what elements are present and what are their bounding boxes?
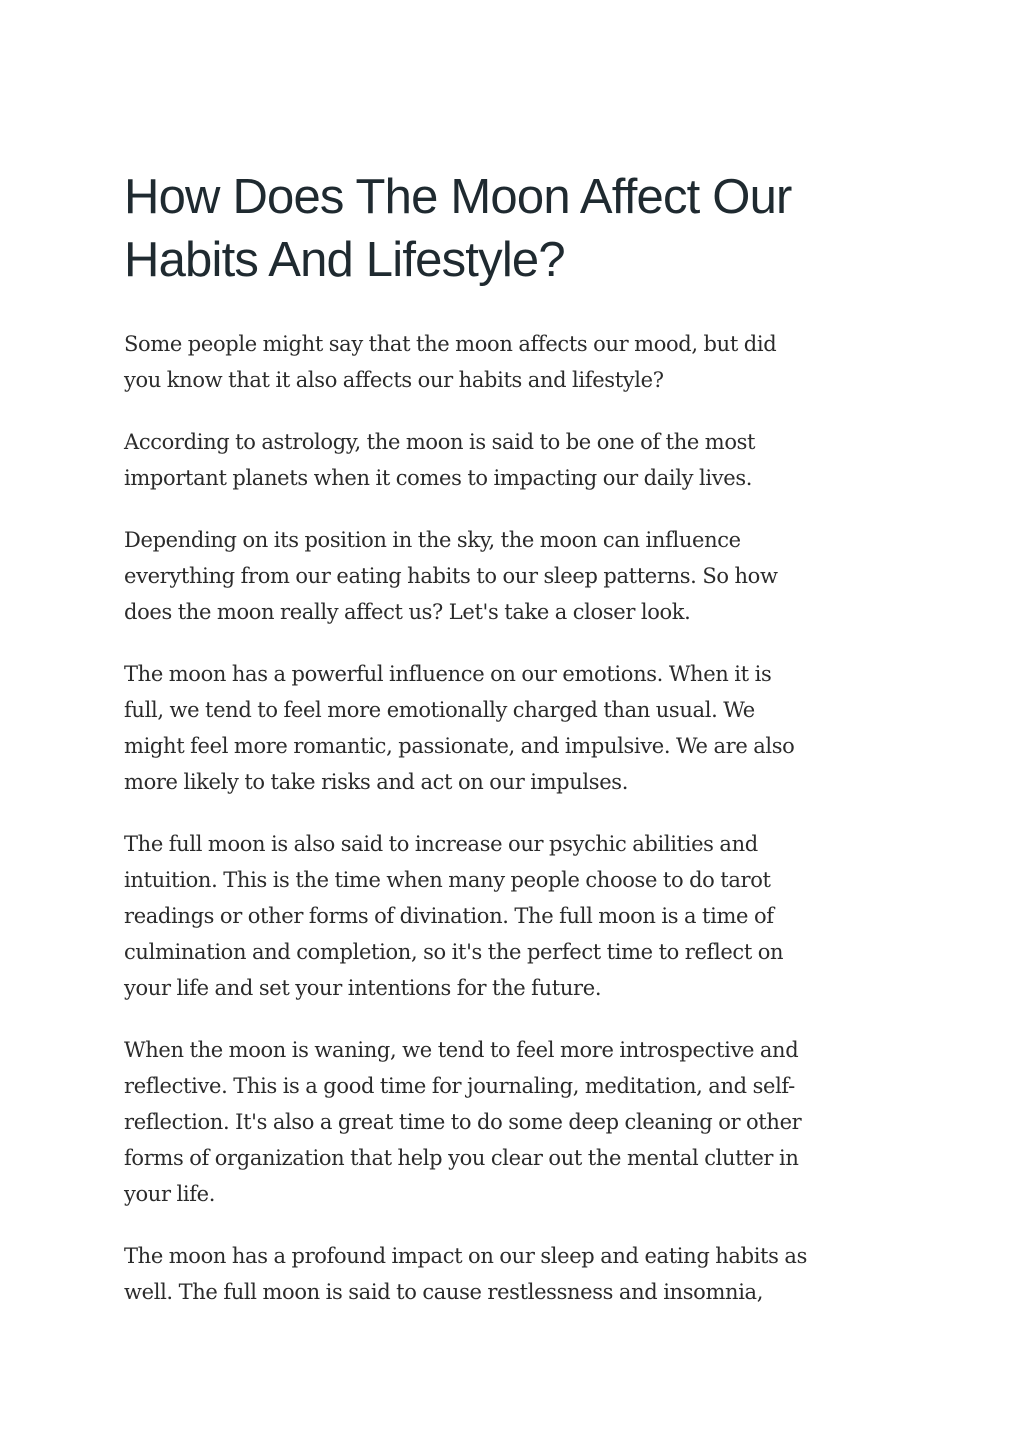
article-body (124, 326, 889, 1310)
paragraph-line: full, we tend to feel more emotionally charged than usual. We (124, 698, 755, 722)
paragraph (124, 1032, 889, 1212)
paragraph-line: reflection. It's also a great time to do some deep cleaning or other (124, 1110, 802, 1134)
article-title (124, 166, 889, 292)
paragraph-line: The moon has a powerful influence on our emotions. When it is (124, 662, 772, 686)
paragraph-line: does the moon really affect us? Let's take a closer look. (124, 600, 691, 624)
paragraph (124, 1238, 889, 1310)
paragraph-line: your life. (124, 1182, 216, 1206)
title-line: Habits And Lifestyle? (124, 233, 565, 287)
paragraph (124, 522, 889, 630)
paragraph-line: According to astrology, the moon is said to be one of the most (124, 430, 756, 454)
paragraph (124, 424, 889, 496)
paragraph-line: readings or other forms of divination. The full moon is a time of (124, 904, 774, 928)
document-page (124, 166, 889, 1336)
paragraph-line: more likely to take risks and act on our impulses. (124, 770, 629, 794)
paragraph-line: reflective. This is a good time for journaling, meditation, and self- (124, 1074, 795, 1098)
paragraph-line: culmination and completion, so it's the perfect time to reflect on (124, 940, 784, 964)
paragraph-line: Depending on its position in the sky, the moon can influence (124, 528, 741, 552)
paragraph-line: your life and set your intentions for the future. (124, 976, 602, 1000)
paragraph (124, 656, 889, 800)
paragraph-line: The full moon is also said to increase our psychic abilities and (124, 832, 758, 856)
paragraph (124, 826, 889, 1006)
paragraph-line: Some people might say that the moon affects our mood, but did (124, 332, 777, 356)
paragraph-line: you know that it also affects our habits and lifestyle? (124, 368, 664, 392)
paragraph-line: forms of organization that help you clear out the mental clutter in (124, 1146, 799, 1170)
paragraph (124, 326, 889, 398)
paragraph-line: intuition. This is the time when many people choose to do tarot (124, 868, 771, 892)
paragraph-line: When the moon is waning, we tend to feel more introspective and (124, 1038, 799, 1062)
paragraph-line: important planets when it comes to impacting our daily lives. (124, 466, 753, 490)
paragraph-line: everything from our eating habits to our sleep patterns. So how (124, 564, 778, 588)
paragraph-line: might feel more romantic, passionate, and impulsive. We are also (124, 734, 795, 758)
title-line: How Does The Moon Affect Our (124, 170, 792, 224)
paragraph-line: well. The full moon is said to cause restlessness and insomnia, (124, 1280, 764, 1304)
paragraph-line: The moon has a profound impact on our sleep and eating habits as (124, 1244, 807, 1268)
